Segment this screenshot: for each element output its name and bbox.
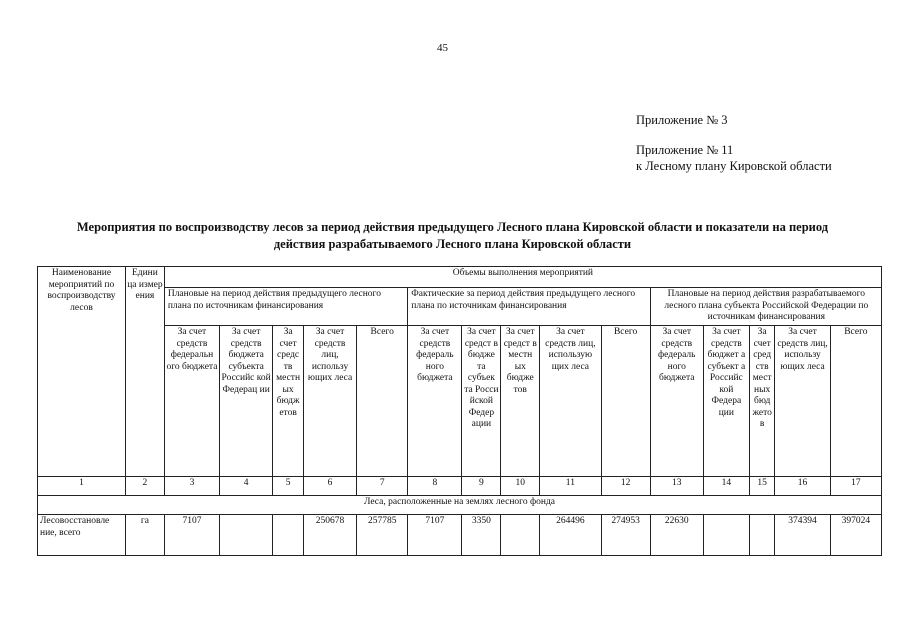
column-number: 9 <box>462 477 501 496</box>
row-value: 257785 <box>357 515 408 556</box>
header-row-main <box>38 267 882 288</box>
subheader-cell: За счет средс тв местн ых бюдж етов <box>273 326 304 477</box>
section-label: Леса, расположенные на землях лесного фонда <box>38 496 882 515</box>
column-number: 5 <box>273 477 304 496</box>
subheader-cell: За счет сред ств мест ных бюд жето в <box>749 326 775 477</box>
appendix-main-label: Приложение № 3 <box>636 113 728 127</box>
column-number: 14 <box>703 477 749 496</box>
subheader-cell: За счет средств бюджета субъекта Российс кой Федерац ии <box>220 326 273 477</box>
column-number: 6 <box>303 477 356 496</box>
row-value <box>220 515 273 556</box>
header-group-plan-new: Плановые на период действия разрабатываемого лесного плана субъекта Российской Федерации по источникам финансирования <box>650 288 881 326</box>
row-value: 7107 <box>164 515 219 556</box>
row-value: 3350 <box>462 515 501 556</box>
subheader-cell: Всего <box>357 326 408 477</box>
column-number: 16 <box>775 477 830 496</box>
row-value <box>501 515 540 556</box>
column-number: 1 <box>38 477 126 496</box>
document-title <box>30 219 875 253</box>
column-number: 10 <box>501 477 540 496</box>
row-value: 374394 <box>775 515 830 556</box>
header-row-groups <box>38 288 882 326</box>
row-unit: га <box>125 515 164 556</box>
column-number: 8 <box>408 477 462 496</box>
column-number: 13 <box>650 477 703 496</box>
appendix-sub-label <box>636 142 832 174</box>
column-number: 7 <box>357 477 408 496</box>
row-value <box>749 515 775 556</box>
row-activity-name: Лесовосстановле ние, всего <box>38 515 126 556</box>
subheader-cell: За счет средств лиц, использу ющих леса <box>775 326 830 477</box>
column-number-row <box>38 477 882 496</box>
row-value: 7107 <box>408 515 462 556</box>
column-number: 4 <box>220 477 273 496</box>
row-value: 250678 <box>303 515 356 556</box>
reforestation-table <box>37 266 882 556</box>
header-activity-name: Наименование мероприятий по воспроизводству лесов <box>38 267 126 477</box>
column-number: 17 <box>830 477 881 496</box>
row-value: 397024 <box>830 515 881 556</box>
subheader-cell: За счет средст в местн ых бюдже тов <box>501 326 540 477</box>
appendix-sub-line1: Приложение № 11 <box>636 143 734 157</box>
column-number: 15 <box>749 477 775 496</box>
row-value: 274953 <box>601 515 650 556</box>
column-number: 12 <box>601 477 650 496</box>
column-number: 11 <box>540 477 601 496</box>
row-value <box>273 515 304 556</box>
subheader-cell: Всего <box>830 326 881 477</box>
header-group-fact-previous: Фактические за период действия предыдущего лесного плана по источникам финансирования <box>408 288 650 326</box>
column-number: 2 <box>125 477 164 496</box>
subheader-cell: За счет средств федераль ного бюджета <box>408 326 462 477</box>
appendix-sub-line2: к Лесному плану Кировской области <box>636 159 832 173</box>
subheader-cell: Всего <box>601 326 650 477</box>
section-row <box>38 496 882 515</box>
page-number: 45 <box>437 42 448 54</box>
subheader-cell: За счет средств лиц, использую щих леса <box>540 326 601 477</box>
row-value: 264496 <box>540 515 601 556</box>
table-row <box>38 515 882 556</box>
column-number: 3 <box>164 477 219 496</box>
header-row-sources <box>38 326 882 477</box>
header-volumes: Объемы выполнения мероприятий <box>164 267 881 288</box>
subheader-cell: За счет средств федераль ного бюджета <box>650 326 703 477</box>
header-unit: Едини ца измер ения <box>125 267 164 477</box>
subheader-cell: За счет средст в бюдже та субъек та Росси йской Федер ации <box>462 326 501 477</box>
title-line2: действия разрабатываемого Лесного плана Кировской области <box>273 237 632 251</box>
subheader-cell: За счет средств лиц, использу ющих леса <box>303 326 356 477</box>
row-value <box>703 515 749 556</box>
header-group-plan-previous: Плановые на период действия предыдущего лесного плана по источникам финансирования <box>164 288 407 326</box>
title-line1: Мероприятия по воспроизводству лесов за период действия предыдущего Лесного плана Кировской области и показатели на период <box>76 220 829 234</box>
subheader-cell: За счет средств бюджет а субъект а Российс кой Федера ции <box>703 326 749 477</box>
subheader-cell: За счет средств федеральн ого бюджета <box>164 326 219 477</box>
row-value: 22630 <box>650 515 703 556</box>
